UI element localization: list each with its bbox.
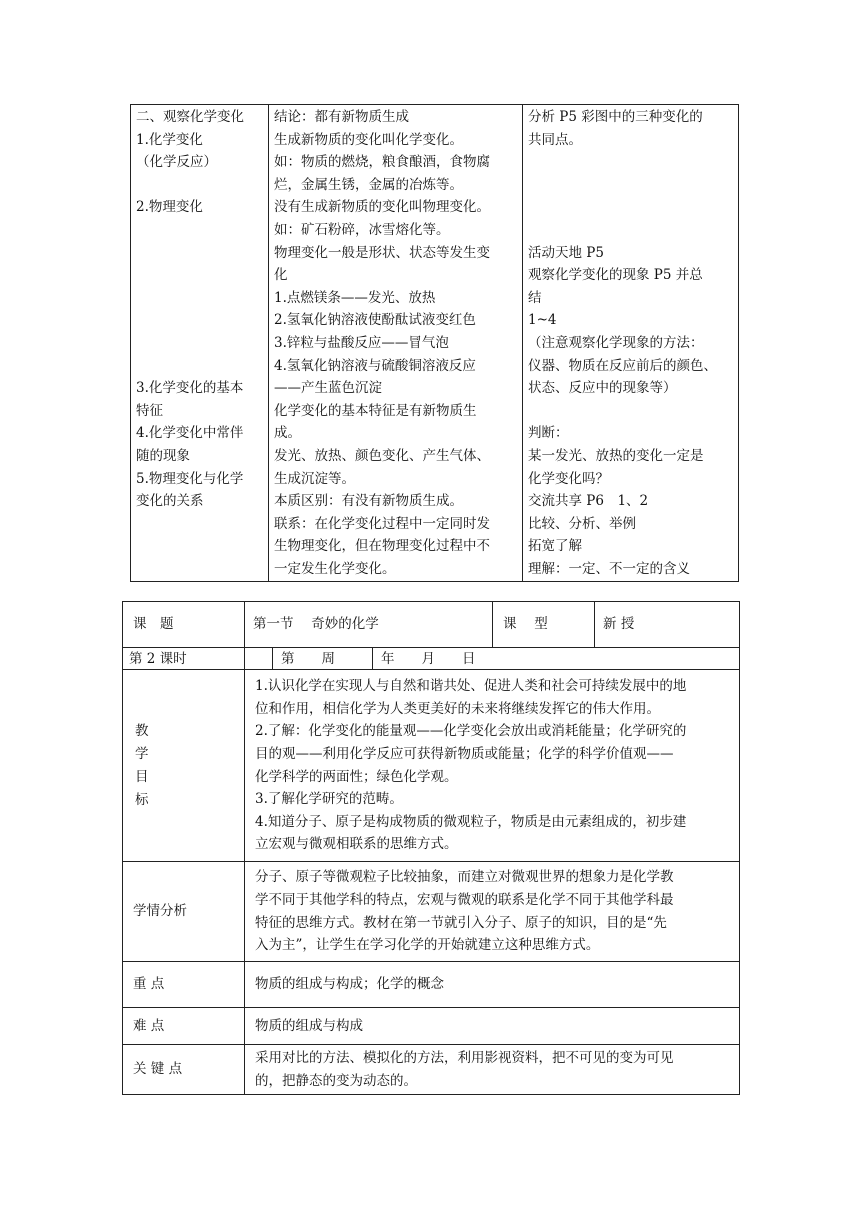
outline-line: 随的现象 [136, 447, 190, 464]
goal-line: 化学科学的两面性；绿色化学观。 [255, 768, 458, 785]
lesson-content-table [130, 104, 739, 582]
activity-line: 活动天地 P5 [528, 244, 604, 261]
goals-label-char: 标 [135, 791, 149, 808]
activity-line [528, 219, 733, 242]
activity-line: 1~4 [528, 312, 557, 329]
activity-line: 仪器、物质在反应前后的颜色、 [528, 357, 717, 374]
content-line: 如：矿石粉碎，冰雪熔化等。 [274, 221, 450, 238]
outline-line: 4.化学变化中常伴 [136, 425, 244, 442]
outline-line [136, 219, 263, 242]
content-line: 烂，金属生锈，金属的冶炼等。 [274, 176, 463, 193]
goal-line: 位和作用，相信化学为人类更美好的未来将继续发挥它的伟大作用。 [255, 700, 660, 717]
outline-line [136, 174, 263, 197]
outline-line: 特征 [136, 402, 163, 419]
topic-value: 第一节 奇妙的化学 [245, 602, 493, 648]
key-point-label: 重 点 [123, 962, 245, 1008]
analysis-line: 入为主”，让学生在学习化学的开始就建立这种思维方式。 [255, 937, 600, 954]
content-line: 生物理变化，但在物理变化过程中不 [274, 538, 490, 555]
content-line: 3.锌粒与盐酸反应——冒气泡 [274, 334, 449, 351]
difficulty-label: 难 点 [123, 1008, 245, 1045]
activity-line: 拓宽了解 [528, 538, 582, 555]
analysis-line: 学不同于其他学科的特点，宏观与微观的联系是化学不同于其他学科最 [255, 891, 674, 908]
analysis-line: 分子、原子等微观粒子比较抽象，而建立对微观世界的想象力是化学教 [255, 869, 674, 886]
goal-line: 目的观——利用化学反应可获得新物质或能量；化学的科学价值观—— [255, 745, 674, 762]
content-column [269, 105, 523, 582]
activity-line: 交流共享 P6 1、2 [528, 493, 649, 510]
week-cell: 第 周 [273, 648, 373, 670]
activity-line: 分析 P5 彩图中的三种变化的 [528, 109, 703, 125]
activity-line: 共同点。 [528, 131, 582, 148]
table-row [123, 862, 740, 962]
table-row [123, 962, 740, 1008]
content-line: 结论：都有新物质生成 [274, 109, 409, 125]
crux-label: 关 键 点 [123, 1045, 245, 1095]
activity-line: 比较、分析、举例 [528, 515, 636, 532]
table-row [123, 648, 740, 670]
outline-line: 二、观察化学变化 [136, 109, 244, 125]
crux-line: 的，把静态的变为动态的。 [255, 1072, 417, 1089]
outline-line: 变化的关系 [136, 493, 204, 510]
goals-content [245, 670, 740, 862]
analysis-content [245, 862, 740, 962]
period-label: 第 2 课时 [123, 648, 245, 670]
outline-line: 5.物理变化与化学 [136, 470, 244, 487]
content-line: 本质区别：有没有新物质生成。 [274, 493, 463, 510]
outline-line [136, 242, 263, 265]
outline-line: 2.物理变化 [136, 199, 203, 216]
outline-column [131, 105, 269, 582]
activity-line [528, 196, 733, 219]
analysis-line: 特征的思维方式。教材在第一节就引入分子、原子的知识，目的是“先 [255, 914, 667, 931]
table-row [123, 1008, 740, 1045]
date-cell: 年 月 日 [373, 648, 740, 670]
analysis-label: 学情分析 [123, 862, 245, 962]
goal-line: 立宏观与微观相联系的思维方式。 [255, 836, 458, 853]
outline-line [136, 309, 263, 332]
content-line: 如：物质的燃烧，粮食酿酒，食物腐 [274, 154, 490, 171]
activity-line: 理解：一定、不一定的含义 [528, 560, 690, 577]
outline-line [136, 355, 263, 378]
goals-label-char: 学 [135, 745, 149, 762]
goal-line: 3.了解化学研究的范畴。 [255, 791, 403, 808]
activity-column [523, 105, 739, 582]
key-point-value: 物质的组成与构成；化学的概念 [245, 962, 740, 1008]
crux-line: 采用对比的方法、模拟化的方法，利用影视资料，把不可见的变为可见 [255, 1050, 674, 1066]
outline-line: （化学反应） [136, 154, 217, 171]
content-line: 没有生成新物质的变化叫物理变化。 [274, 199, 490, 216]
lesson-plan-table [122, 601, 740, 1095]
goals-label [123, 670, 245, 862]
type-value: 新 授 [595, 602, 740, 648]
activity-line: 化学变化吗？ [528, 470, 609, 487]
activity-line [528, 400, 733, 423]
outline-line [136, 264, 263, 287]
activity-line [528, 151, 733, 174]
type-label: 课 型 [493, 602, 595, 648]
content-line: 2.氢氧化钠溶液使酚酞试液变红色 [274, 312, 476, 329]
content-line: 4.氢氧化钠溶液与硫酸铜溶液反应 [274, 357, 476, 374]
goals-label-char: 教 [135, 722, 149, 739]
table-row [131, 105, 739, 582]
difficulty-value: 物质的组成与构成 [245, 1008, 740, 1045]
activity-line: 观察化学变化的现象 P5 并总 [528, 267, 703, 284]
activity-line: （注意观察化学现象的方法： [528, 334, 704, 351]
goals-label-char: 目 [135, 768, 149, 785]
outline-line: 3.化学变化的基本 [136, 380, 244, 397]
goal-line: 1.认识化学在实现人与自然和谐共处、促进人类和社会可持续发展中的地 [255, 678, 687, 695]
table-row [123, 670, 740, 862]
table-row [123, 1045, 740, 1095]
activity-line: 状态、反应中的现象等） [528, 380, 677, 397]
content-line: 化 [274, 267, 288, 284]
activity-line: 结 [528, 289, 542, 306]
content-line: 生成新物质的变化叫化学变化。 [274, 131, 463, 148]
goal-line: 4.知道分子、原子是构成物质的微观粒子，物质是由元素组成的，初步建 [255, 813, 687, 830]
content-line: 生成沉淀等。 [274, 470, 355, 487]
crux-content [245, 1045, 740, 1095]
goal-line: 2.了解：化学变化的能量观——化学变化会放出或消耗能量；化学研究的 [255, 723, 687, 740]
activity-line [528, 174, 733, 197]
content-line: 一定发生化学变化。 [274, 560, 396, 577]
content-line: 1.点燃镁条——发光、放热 [274, 289, 436, 306]
content-line: 联系：在化学变化过程中一定同时发 [274, 515, 490, 532]
content-line: 化学变化的基本特征是有新物质生 [274, 402, 477, 419]
table-row [123, 602, 740, 648]
outline-line [136, 332, 263, 355]
activity-line: 判断： [528, 425, 569, 442]
content-line: 物理变化一般是形状、状态等发生变 [274, 244, 490, 261]
activity-line: 某一发光、放热的变化一定是 [528, 447, 704, 464]
content-line: 发光、放热、颜色变化、产生气体、 [274, 447, 490, 464]
outline-line: 1.化学变化 [136, 131, 203, 148]
outline-line [136, 287, 263, 310]
topic-label: 课 题 [123, 602, 245, 648]
content-line: ——产生蓝色沉淀 [274, 380, 382, 397]
content-line: 成。 [274, 425, 301, 442]
